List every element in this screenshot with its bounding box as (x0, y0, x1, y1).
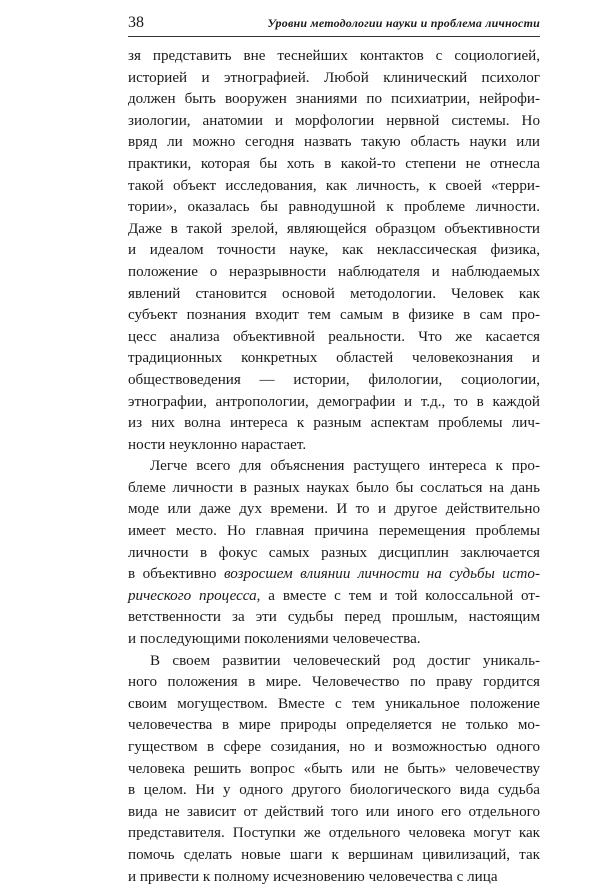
text-line: человечества в мире природы определяется не только мо- (128, 717, 540, 734)
text-line: вида не зависит от действий того или иного его отдельного (128, 803, 540, 820)
text-run: , а вместе с тем и той колоссальной от- (256, 587, 540, 604)
text-line: цесс анализа объективной реальности. Что же касается (128, 328, 540, 345)
text-line: и привести к полному исчезновению человечества с лица (128, 868, 498, 885)
italic-emphasis: возросшем влиянии личности на судьбы исто- (223, 566, 540, 583)
running-title: Уровни методологии науки и проблема личности (267, 16, 540, 30)
text-line-mixed (128, 586, 540, 608)
text-line: должен быть вооружен знаниями по психиатрии, нейрофи- (128, 91, 540, 108)
italic-emphasis: ричеcкого процесса (128, 587, 257, 604)
paragraph (128, 651, 540, 888)
text-line: тории», оказалась бы равнодушной к проблеме личности. (128, 199, 540, 216)
text-line: человека решить вопрос «быть или не быть» человечеству (128, 760, 540, 777)
text-line: традиционных конкретных областей человекознания и (128, 350, 540, 367)
header-rule (128, 36, 540, 37)
text-line: такой объект исследования, как личность, к своей «терри- (128, 177, 540, 194)
page-number: 38 (128, 14, 144, 31)
text-line: этнографии, антропологии, демографии и т.д., то в каждой (128, 393, 540, 410)
text-line: практики, которая бы хоть в какой-то степени не отнесла (128, 155, 540, 172)
text-line: своим могуществом. Вместе с тем уникальное положение (128, 695, 540, 712)
text-line: ности неуклонно нарастает. (128, 436, 307, 453)
body-text (128, 46, 540, 888)
text-line: и последующими поколениями человечества. (128, 631, 421, 648)
text-line: имеет место. Но главная причина перемещения проблемы (128, 523, 540, 540)
text-line-mixed (128, 564, 540, 586)
text-line: историей и этнографией. Любой клинический психолог (128, 69, 540, 86)
text-line: зиологии, анатомии и морфологии нервной системы. Но (128, 112, 540, 129)
text-line: представителя. Поступки же отдельного человека могут как (128, 825, 540, 842)
text-line: из них волна интереса к разным аспектам проблемы лич- (128, 415, 540, 432)
text-line: моде или даже дух времени. И то и другое действительно (128, 501, 540, 518)
text-line: личности в фокус самых разных дисциплин заключается (128, 544, 540, 561)
text-line: явлений становится основой методологии. Человек как (128, 285, 540, 302)
text-line: ветственности за эти судьбы перед прошлым, настоящим (128, 609, 540, 626)
text-line: зя представить вне теснейших контактов с социологией, (128, 48, 540, 64)
text-line: В своем развитии человеческий род достиг уникаль- (150, 652, 540, 669)
text-line: помочь сделать новые шаги к вершинам цивилизаций, так (128, 846, 540, 863)
text-line: субъект познания входит тем самым в физике в сам про- (128, 307, 540, 324)
paragraph (128, 46, 540, 456)
text-line: вряд ли можно сегодня назвать такую область науки или (128, 134, 540, 151)
page-header (128, 12, 540, 36)
text-line: в целом. Ни у одного другого биологического вида судьба (128, 782, 540, 799)
text-run: в объективно (128, 566, 224, 583)
text-line: Легче всего для объяснения растущего интереса к про- (150, 458, 540, 475)
text-line: обществоведения — истории, филологии, социологии, (128, 371, 540, 388)
text-line: и идеалом точности науке, как неклассическая физика, (128, 242, 540, 259)
text-line: положение о неразрывности наблюдателя и наблюдаемых (128, 263, 540, 280)
text-line: Даже в такой зрелой, являющейся образцом объективности (128, 220, 540, 237)
text-line: гуществом в сфере созидания, но и возможностью одного (128, 739, 540, 755)
paragraph (128, 456, 540, 650)
text-line: ного положения в мире. Человечество по праву гордится (128, 674, 540, 691)
text-line: блеме личности в разных науках было бы сослаться на дань (128, 479, 540, 496)
